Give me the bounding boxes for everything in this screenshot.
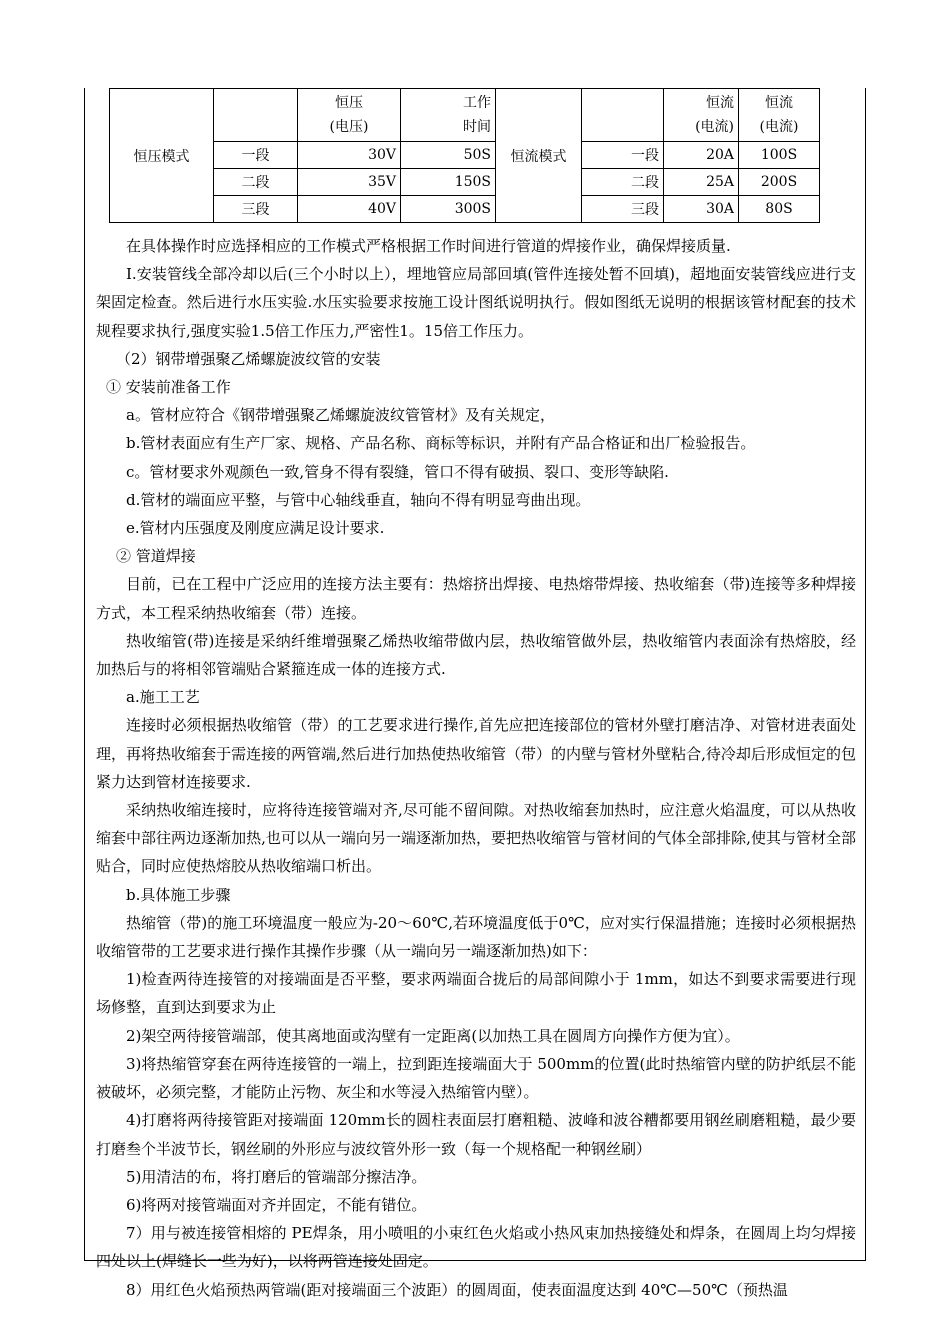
time-value: 100S [739,142,820,169]
cv-time-header: 工作 时间 [401,89,496,142]
current-value: 20A [664,142,739,169]
voltage-value: 35V [298,169,401,196]
segment-label: 一段 [582,142,664,169]
list-item: 4)打磨将两待接管距对接端面 120mm长的圆柱表面层打磨粗糙、波峰和波谷糟都要用钢丝刷磨粗糙，最少要打磨叁个半波节长，钢丝刷的外形应与波纹管外形一致（每一个规格配一种钢丝刷） [96,1111,856,1158]
segment-label: 二段 [214,169,298,196]
cc-mode-cell: 恒流模式 [496,89,582,223]
current-value: 25A [664,169,739,196]
paragraph: I.安装管线全部冷却以后(三个小时以上），埋地管应局部回填(管件连接处暂不回填)，超地面安装管线应进行支架固定检查。然后进行水压实验.水压实验要求按施工设计图纸说明执行。假如图纸无说明的根据该管材配套的技术规程要求执行,强度实验1.5倍工作压力,严密性1。15倍工作压力。 [96,265,856,340]
table-row [110,142,820,169]
time-value: 200S [739,169,820,196]
subsection-heading: a.施工工艺 [126,688,200,707]
voltage-value: 40V [298,196,401,223]
section-heading: （2）钢带增强聚乙烯螺旋波纹管的安装 [116,349,381,368]
list-item: b.管材表面应有生产厂家、规格、产品名称、商标等标识，并附有产品合格证和出厂检验报告。 [126,434,756,453]
time-value: 50S [401,142,496,169]
time-value: 80S [739,196,820,223]
paragraph: 采纳热收缩连接时，应将待连接管端对齐,尽可能不留间隙。对热收缩套加热时，应注意火焰温度，可以从热收缩套中部往两边逐渐加热,也可以从一端向另一端逐渐加热，要把热收缩管与管材间的气体全部排除,使其与管材全部贴合，同时应使热熔胶从热收缩端口析出。 [96,801,856,876]
segment-label: 一段 [214,142,298,169]
paragraph: 在具体操作时应选择相应的工作模式严格根据工作时间进行管道的焊接作业，确保焊接质量. [126,237,731,255]
table-row [110,169,820,196]
list-item: 6)将两对接管端面对齐并固定，不能有错位。 [126,1195,427,1214]
subsection-heading: ② 管道焊接 [116,547,196,566]
welding-parameter-table [109,88,820,223]
subsection-heading: ① 安装前准备工作 [106,378,231,397]
table-row [110,196,820,223]
paragraph: 目前，已在工程中广泛应用的连接方法主要有：热熔挤出焊接、电热熔带焊接、热收缩套（带)连接等多种焊接方式，本工程采纳热收缩套（带）连接。 [96,575,856,622]
paragraph: 热缩管（带)的施工环境温度一般应为-20～60℃,若环境温度低于0℃，应对实行保温措施；连接时必须根据热收缩管带的工艺要求进行操作其操作步骤（从一端向另一端逐渐加热)如下： [96,913,856,961]
list-item: 8）用红色火焰预热两管端(距对接端面三个波距）的圆周面，使表面温度达到 40℃—50℃（预热温 [126,1280,788,1299]
subsection-heading: b.具体施工步骤 [126,885,231,904]
list-item: 7）用与被连接管相熔的 PE焊条，用小喷咀的小束红色火焰或小热风束加热接缝处和焊条，在圆周上均匀焊接四处以上(焊缝长一些为好)，以将两管连接处固定。 [96,1224,856,1271]
list-item: c。管材要求外观颜色一致,管身不得有裂缝，管口不得有破损、裂口、变形等缺陷. [126,462,669,481]
time-value: 300S [401,196,496,223]
voltage-header: 恒压 (电压) [298,89,401,142]
list-item: e.管材内压强度及刚度应满足设计要求. [126,519,385,538]
list-item: 5)用清洁的布，将打磨后的管端部分擦洁净。 [126,1167,427,1186]
voltage-value: 30V [298,142,401,169]
document-body [96,232,856,1304]
list-item: a。管材应符合《钢带增强聚乙烯螺旋波纹管管材》及有关规定， [126,406,555,425]
list-item: 3)将热缩管穿套在两待连接管的一端上，拉到距连接端面大于 500mm的位置(此时热缩管内壁的防护纸层不能被破坏，必须完整，才能防止污物、灰尘和水等浸入热缩管内壁）。 [96,1054,856,1102]
time-value: 150S [401,169,496,196]
list-item: d.管材的端面应平整，与管中心轴线垂直，轴向不得有明显弯曲出现。 [126,490,591,509]
segment-label: 三段 [214,196,298,223]
list-item: 1)检查两待连接管的对接端面是否平整，要求两端面合拢后的局部间隙小于 1mm，如达不到要求需要进行现场修整，直到达到要求为止 [96,970,856,1017]
segment-label: 三段 [582,196,664,223]
list-item: 2)架空两待接管端部，使其离地面或沟壁有一定距离(以加热工具在圆周方向操作方便为宜）。 [126,1026,740,1045]
cc-time-header: 恒流 (电流) [739,89,820,142]
segment-label: 二段 [582,169,664,196]
current-header: 恒流 (电流) [664,89,739,142]
paragraph: 连接时必须根据热收缩管（带）的工艺要求进行操作,首先应把连接部位的管材外壁打磨洁净、对管材进表面处理，再将热收缩套于需连接的两管端,然后进行加热使热收缩管（带）的内壁与管材外壁粘合,待冷却后形成恒定的包紧力达到管材连接要求. [96,716,856,791]
current-value: 30A [664,196,739,223]
paragraph: 热收缩管(带)连接是采纳纤维增强聚乙烯热收缩带做内层，热收缩管做外层，热收缩管内表面涂有热熔胶，经加热后与的将相邻管端贴合紧箍连成一体的连接方式. [96,631,856,679]
cv-mode-cell: 恒压模式 [110,89,214,223]
